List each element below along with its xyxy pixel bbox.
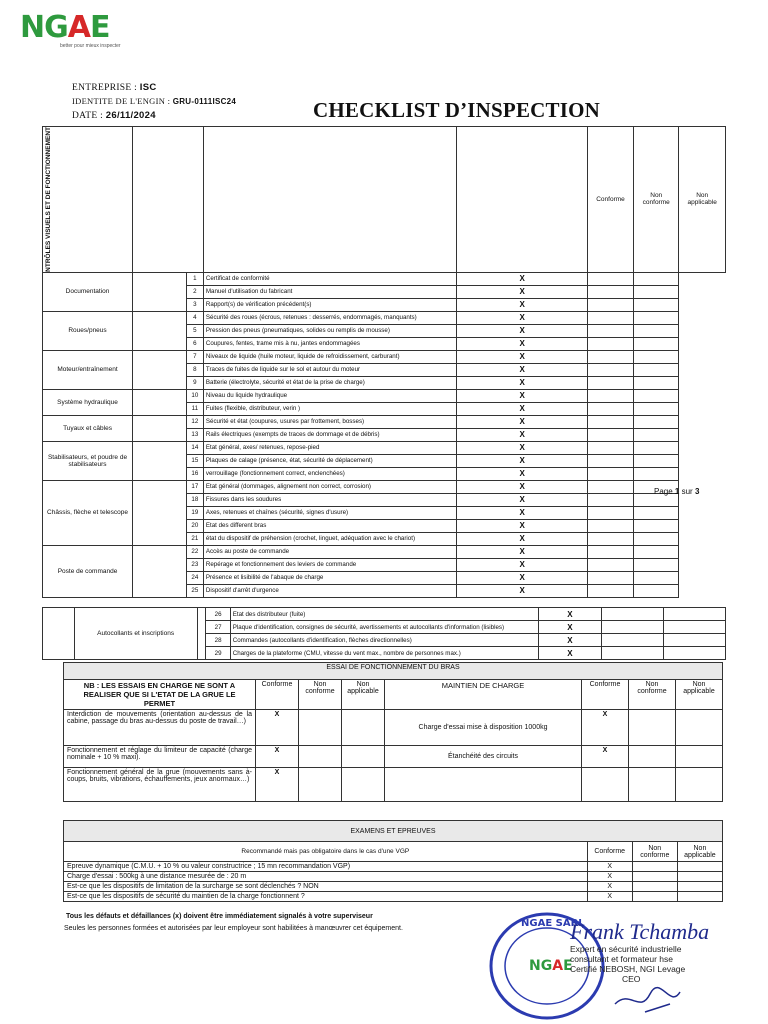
item-number: 11 [186, 402, 203, 415]
check-conforme: X [457, 363, 587, 376]
side-label: NTRÔLES VISUELS ET DE FONCTIONNEMENT [45, 127, 52, 272]
side-label-cell [43, 127, 133, 273]
checklist-row [43, 389, 726, 402]
item-description: Charges de la plateforme (CMU, vitesse du vent max., nombre de personnes max.) [230, 647, 538, 660]
checklist-row [43, 415, 726, 428]
essai-right-row: Charge d'essai mise à disposition 1000kg [385, 710, 582, 746]
essai-left-row: Interdiction de mouvements (orientation au-dessus de la cabine, passage du bras au-dessus du poste de travail…) [64, 710, 256, 746]
logo-tagline: better pour mieux inspecter [60, 43, 121, 49]
check-conforme: X [457, 480, 587, 493]
checklist-row [43, 608, 726, 621]
check-non-applicable [634, 272, 679, 285]
check-non-conforme [587, 428, 633, 441]
item-number: 24 [186, 571, 203, 584]
engin-line: IDENTITE DE L'ENGIN : GRU-0111ISC24 [72, 96, 237, 106]
checklist-row [43, 311, 726, 324]
check-non-conforme [587, 376, 633, 389]
item-description: Présence et lisibilité de l'abaque de charge [203, 571, 457, 584]
item-number: 13 [186, 428, 203, 441]
item-number: 19 [186, 506, 203, 519]
item-number: 8 [186, 363, 203, 376]
check-conforme: X [457, 350, 587, 363]
check-non-conforme [587, 324, 633, 337]
examen-check: X [587, 882, 632, 892]
check-non-applicable [634, 415, 679, 428]
check-non-conforme [587, 545, 633, 558]
category-label: Roues/pneus [43, 311, 133, 350]
check-non-applicable [663, 634, 725, 647]
examen-row: Est-ce que les dispositifs de sécurité du maintien de la charge fonctionnent ? [64, 892, 588, 902]
page-number: Page 1 sur 3 [654, 487, 700, 496]
check-non-conforme [587, 571, 633, 584]
item-number: 14 [186, 441, 203, 454]
check-conforme: X [457, 519, 587, 532]
check-non-applicable [634, 454, 679, 467]
item-description: Batterie (électrolyte, sécurité et état de la prise de charge) [203, 376, 457, 389]
item-number: 28 [206, 634, 230, 647]
check-conforme: X [457, 415, 587, 428]
signer-title-1: Expert en sécurité industrielle [570, 944, 682, 954]
examen-check: X [587, 862, 632, 872]
essai-left-row: Fonctionnement général de la grue (mouvements sans à-coups, bruits, vibrations, échauffements, jeux anormaux…) [64, 768, 256, 802]
check-non-applicable [634, 337, 679, 350]
item-description: Sécurité des roues (écrous, retenues : desserrés, endommagés, manquants) [203, 311, 457, 324]
checklist-row [43, 272, 726, 285]
check-conforme: X [539, 621, 601, 634]
check-conforme: X [457, 285, 587, 298]
check-conforme: X [457, 389, 587, 402]
examens-table: EXAMENS ET EPREUVES Recommandé mais pas obligatoire dans le cas d'une VGP Conforme Non conforme Non applicable Epreuve dynamique (C.M.U. + 10 % ou valeur constructrice ; 15 mn recommandation VGP) X Charge d'essai : 500kg à une distance mesurée de : 20 m X Est-ce que les dispositifs de limitation de la surcharge se sont déclenchés ? NON X Est-ce que les dispositifs de sécurité du maintien de la charge fonctionnent ? X [63, 820, 723, 902]
checklist-table [42, 126, 726, 598]
check-conforme: X [457, 454, 587, 467]
essai-table: ESSAI DE FONCTIONNEMENT DU BRAS NB : LES ESSAIS EN CHARGE NE SONT A REALISER QUE SI L'ETAT DE LA GRUE LE PERMET Conforme Non conforme Non applicable MAINTIEN DE CHARGE Conforme Non conforme Non applicable Interdiction de mouvements (orientation au-dessus de la cabine, passage du bras au-dessus du poste de travail…) X Charge d'essai mise à disposition 1000kg X Fonctionnement et réglage du limiteur de capacité (charge nominale + 10 % maxi). X Étanchéité des circuits X Fonctionnement général de la grue (mouvements sans à-coups, bruits, vibrations, échauffements, jeux anormaux…) X [63, 662, 723, 802]
check-conforme: X [457, 337, 587, 350]
check-non-conforme [587, 272, 633, 285]
check-non-applicable [634, 545, 679, 558]
item-description: Coupures, fentes, trame mis à nu, jantes endommagées [203, 337, 457, 350]
check-non-conforme [587, 285, 633, 298]
checklist-table-continued [42, 607, 726, 660]
check-non-conforme [587, 467, 633, 480]
check-non-conforme [587, 311, 633, 324]
check-non-conforme [601, 621, 663, 634]
item-description: Rapport(s) de vérification précédent(s) [203, 298, 457, 311]
item-description: Etat des different bras [203, 519, 457, 532]
check-non-conforme [587, 350, 633, 363]
item-description: verrouillage (fonctionnement correct, enclenchées) [203, 467, 457, 480]
examens-banner: EXAMENS ET EPREUVES [64, 821, 723, 842]
company-logo [20, 10, 121, 52]
item-number: 9 [186, 376, 203, 389]
check-conforme: X [457, 298, 587, 311]
stamp-text: NGAE SARL [521, 918, 585, 929]
category-label: Stabilisateurs, et poudre de stabilisateurs [43, 441, 133, 480]
item-description: Etat général (dommages, alignement non correct, corrosion) [203, 480, 457, 493]
examens-sub: Recommandé mais pas obligatoire dans le cas d'une VGP [64, 842, 588, 862]
item-description: Plaques de calage (présence, état, sécurité de déplacement) [203, 454, 457, 467]
item-number: 16 [186, 467, 203, 480]
item-description: Fissures dans les soudures [203, 493, 457, 506]
signer-title-4: CEO [622, 974, 641, 984]
check-non-applicable [634, 532, 679, 545]
item-description: Niveaux de liquide (huile moteur, liquide de refroidissement, carburant) [203, 350, 457, 363]
category-label: Autocollants et inscriptions [74, 608, 197, 660]
signer-title-2: consultant et formateur hse [570, 954, 674, 964]
essai-right-row: Étanchéité des circuits [385, 746, 582, 768]
check-non-conforme [587, 389, 633, 402]
check-conforme: X [457, 376, 587, 389]
check-non-conforme [587, 363, 633, 376]
item-number: 18 [186, 493, 203, 506]
check-non-conforme [587, 532, 633, 545]
item-number: 3 [186, 298, 203, 311]
essai-banner: ESSAI DE FONCTIONNEMENT DU BRAS [64, 663, 723, 680]
col-non-conforme: Non conforme [634, 127, 679, 273]
item-number: 6 [186, 337, 203, 350]
item-description: Pression des pneus (pneumatiques, solides ou remplis de mousse) [203, 324, 457, 337]
item-number: 20 [186, 519, 203, 532]
category-label: Tuyaux et câbles [43, 415, 133, 441]
item-number: 27 [206, 621, 230, 634]
item-number: 22 [186, 545, 203, 558]
item-description: Rails électriques (exempts de traces de dommage et de débris) [203, 428, 457, 441]
checklist-row [43, 545, 726, 558]
check-non-conforme [601, 608, 663, 621]
essai-left-check: X [256, 746, 299, 768]
check-non-conforme [587, 519, 633, 532]
check-conforme: X [457, 506, 587, 519]
examen-row: Charge d'essai : 500kg à une distance mesurée de : 20 m [64, 872, 588, 882]
signature-block [570, 920, 709, 1023]
check-non-conforme [601, 647, 663, 660]
check-non-conforme [587, 337, 633, 350]
check-conforme: X [457, 532, 587, 545]
category-label: Poste de commande [43, 545, 133, 597]
item-number: 2 [186, 285, 203, 298]
entreprise-line: ENTREPRISE : ISC [72, 82, 157, 93]
item-description: Commandes (autocollants d'identification, flèches directionnelles) [230, 634, 538, 647]
note-defauts: Tous les défauts et défaillances (x) doivent être immédiatement signalés à votre superviseur [66, 913, 373, 920]
check-non-conforme [587, 415, 633, 428]
item-description: état du dispositif de préhension (crochet, linguet, adéquation avec le chariot) [203, 532, 457, 545]
check-non-applicable [634, 363, 679, 376]
check-non-applicable [663, 621, 725, 634]
handwritten-signature [610, 984, 690, 1018]
signer-title-3: Certifié NEBOSH, NGI Levage [570, 964, 686, 974]
check-non-conforme [587, 493, 633, 506]
check-non-applicable [634, 519, 679, 532]
item-description: Fuites (flexible, distributeur, verin ) [203, 402, 457, 415]
check-non-conforme [587, 454, 633, 467]
logo-wordmark: NGAE [20, 10, 110, 45]
item-number: 15 [186, 454, 203, 467]
category-label: Châssis, flèche et telescope [43, 480, 133, 545]
checklist-row [43, 350, 726, 363]
check-conforme: X [539, 608, 601, 621]
check-non-conforme [587, 298, 633, 311]
signer-name: Frank Tchamba [570, 919, 710, 944]
item-description: Accès au poste de commande [203, 545, 457, 558]
check-non-applicable [634, 389, 679, 402]
check-non-applicable [634, 298, 679, 311]
check-non-conforme [587, 506, 633, 519]
item-description: Certificat de conformité [203, 272, 457, 285]
check-conforme: X [457, 428, 587, 441]
check-conforme: X [539, 634, 601, 647]
check-conforme: X [457, 324, 587, 337]
check-non-applicable [634, 467, 679, 480]
page-title: CHECKLIST D’INSPECTION [313, 98, 600, 122]
essai-left-check: X [256, 768, 299, 802]
examen-check: X [587, 892, 632, 902]
examen-check: X [587, 872, 632, 882]
check-non-conforme [587, 584, 633, 597]
check-conforme: X [457, 571, 587, 584]
item-description: Sécurité et état (coupures, usures par frottement, bosses) [203, 415, 457, 428]
check-conforme: X [457, 441, 587, 454]
item-number: 29 [206, 647, 230, 660]
category-label: Moteur/entraînement [43, 350, 133, 389]
item-number: 26 [206, 608, 230, 621]
item-number: 7 [186, 350, 203, 363]
item-description: Manuel d'utilisation du fabricant [203, 285, 457, 298]
date-line: DATE : 26/11/2024 [72, 110, 156, 121]
check-non-applicable [634, 428, 679, 441]
item-description: Axes, retenues et chaînes (sécurité, signes d'usure) [203, 506, 457, 519]
svg-text:NGAE: NGAE [529, 958, 573, 974]
note-habilitation: Seules les personnes formées et autorisées par leur employeur sont habilitées à manœuvrer cet équipement. [64, 925, 403, 932]
item-description: Etat général, axes/ retenues, repose-pied [203, 441, 457, 454]
item-description: Traces de fuites de liquide sur le sol et autour du moteur [203, 363, 457, 376]
essai-nb: NB : LES ESSAIS EN CHARGE NE SONT A REALISER QUE SI L'ETAT DE LA GRUE LE PERMET [64, 680, 256, 710]
check-conforme: X [457, 558, 587, 571]
item-number: 4 [186, 311, 203, 324]
item-description: Repérage et fonctionnement des leviers de commande [203, 558, 457, 571]
check-non-applicable [634, 571, 679, 584]
essai-right-check: X [582, 710, 629, 746]
item-description: Dispositif d'arrêt d'urgence [203, 584, 457, 597]
check-non-conforme [587, 402, 633, 415]
check-non-applicable [634, 324, 679, 337]
check-non-applicable [634, 350, 679, 363]
item-description: Etat des distributeur (fuite) [230, 608, 538, 621]
checklist-row [43, 480, 726, 493]
checklist-row [43, 441, 726, 454]
check-non-applicable [634, 285, 679, 298]
side-label-cell [43, 608, 75, 660]
check-non-applicable [634, 441, 679, 454]
item-number: 23 [186, 558, 203, 571]
check-conforme: X [457, 272, 587, 285]
item-number: 5 [186, 324, 203, 337]
check-non-applicable [663, 647, 725, 660]
essai-left-row: Fonctionnement et réglage du limiteur de capacité (charge nominale + 10 % maxi). [64, 746, 256, 768]
item-number: 25 [186, 584, 203, 597]
item-number: 17 [186, 480, 203, 493]
check-conforme: X [457, 467, 587, 480]
category-label: Système hydraulique [43, 389, 133, 415]
category-label: Documentation [43, 272, 133, 311]
item-number: 21 [186, 532, 203, 545]
check-non-conforme [587, 558, 633, 571]
check-non-conforme [601, 634, 663, 647]
check-non-applicable [634, 558, 679, 571]
examen-row: Epreuve dynamique (C.M.U. + 10 % ou valeur constructrice ; 15 mn recommandation VGP) [64, 862, 588, 872]
examen-row: Est-ce que les dispositifs de limitation de la surcharge se sont déclenchés ? NON [64, 882, 588, 892]
check-conforme: X [539, 647, 601, 660]
check-conforme: X [457, 311, 587, 324]
check-conforme: X [457, 493, 587, 506]
maintien-header: MAINTIEN DE CHARGE [385, 680, 582, 710]
col-non-applicable: Non applicable [679, 127, 726, 273]
item-number: 12 [186, 415, 203, 428]
item-number: 10 [186, 389, 203, 402]
check-non-conforme [587, 480, 633, 493]
check-non-applicable [634, 584, 679, 597]
check-non-applicable [634, 506, 679, 519]
check-non-applicable [634, 376, 679, 389]
check-conforme: X [457, 402, 587, 415]
check-non-applicable [663, 608, 725, 621]
essai-right-check: X [582, 746, 629, 768]
check-non-conforme [587, 441, 633, 454]
check-conforme: X [457, 584, 587, 597]
check-non-applicable [634, 311, 679, 324]
item-number: 1 [186, 272, 203, 285]
item-description: Plaque d'identification, consignes de sécurité, avertissements et autocollants d'information (lisibles) [230, 621, 538, 634]
item-description: Niveau du liquide hydraulique [203, 389, 457, 402]
essai-left-check: X [256, 710, 299, 746]
col-conforme: Conforme [587, 127, 633, 273]
check-conforme: X [457, 545, 587, 558]
table-header-row [43, 127, 726, 273]
check-non-applicable [634, 402, 679, 415]
